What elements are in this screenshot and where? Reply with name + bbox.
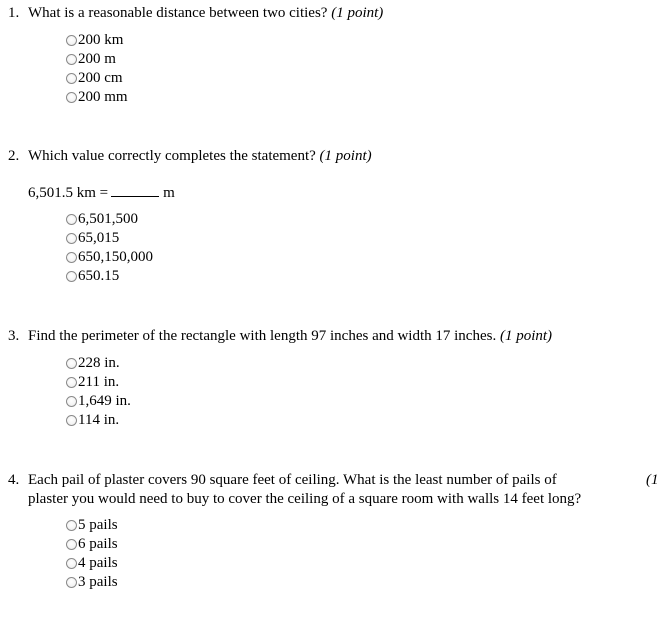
radio-button[interactable] <box>66 35 77 46</box>
question-text <box>28 4 383 22</box>
points-label: (1 point) <box>319 148 372 164</box>
option-label: 6 pails <box>78 536 118 552</box>
question-number: 4. <box>8 472 20 488</box>
question-prompt: Which value correctly completes the statement? <box>28 148 316 164</box>
radio-button[interactable] <box>66 271 77 282</box>
question-text-line-1: Each pail of plaster covers 90 square feet of ceiling. What is the least number of pails of <box>28 472 557 488</box>
answer-options <box>66 516 118 592</box>
answer-option <box>66 573 118 592</box>
fill-blank <box>111 182 159 197</box>
option-label: 200 mm <box>78 89 128 105</box>
radio-button[interactable] <box>66 577 77 588</box>
statement-unit: m <box>163 185 175 201</box>
question-text <box>28 327 552 345</box>
answer-option <box>66 554 118 573</box>
statement <box>28 182 175 202</box>
points-label: (1 point) <box>499 328 553 344</box>
option-label: 3 pails <box>78 574 118 590</box>
radio-button[interactable] <box>66 233 77 244</box>
option-label: 200 km <box>78 32 124 48</box>
radio-button[interactable] <box>66 377 77 388</box>
option-label: 114 in. <box>78 412 120 428</box>
question-number: 3. <box>8 328 20 344</box>
answer-options <box>66 354 131 430</box>
radio-button[interactable] <box>66 214 77 225</box>
answer-option <box>66 354 131 373</box>
answer-option <box>66 31 128 50</box>
radio-button[interactable] <box>66 92 77 103</box>
answer-option <box>66 373 131 392</box>
points-label: (1 point) <box>331 5 384 21</box>
answer-option <box>66 535 118 554</box>
answer-options <box>66 210 153 286</box>
answer-option <box>66 210 153 229</box>
radio-button[interactable] <box>66 558 77 569</box>
radio-button[interactable] <box>66 358 77 369</box>
option-label: 65,015 <box>78 230 120 246</box>
answer-option <box>66 88 128 107</box>
radio-button[interactable] <box>66 54 77 65</box>
radio-button[interactable] <box>66 396 77 407</box>
option-label: 1,649 in. <box>78 393 131 409</box>
radio-button[interactable] <box>66 252 77 263</box>
answer-option <box>66 267 153 286</box>
answer-options <box>66 31 128 107</box>
radio-button[interactable] <box>66 539 77 550</box>
option-label: 228 in. <box>78 355 120 371</box>
question-prompt: Find the perimeter of the rectangle with length 97 inches and width 17 inches. <box>28 328 497 344</box>
answer-option <box>66 392 131 411</box>
option-label: 200 m <box>78 51 116 67</box>
option-label: 6,501,500 <box>78 211 138 227</box>
points-label: (1 <box>646 472 659 488</box>
answer-option <box>66 411 131 430</box>
question-number: 1. <box>8 5 20 21</box>
option-label: 200 cm <box>78 70 123 86</box>
radio-button[interactable] <box>66 520 77 531</box>
question-text <box>28 147 372 165</box>
answer-option <box>66 248 153 267</box>
question-number: 2. <box>8 148 20 164</box>
option-label: 650.15 <box>78 268 120 284</box>
statement-left: 6,501.5 km = <box>28 185 109 201</box>
question-prompt: What is a reasonable distance between two cities? <box>28 5 328 21</box>
option-label: 211 in. <box>78 374 120 390</box>
answer-option <box>66 516 118 535</box>
answer-option <box>66 229 153 248</box>
option-label: 4 pails <box>78 555 118 571</box>
question-text-line-2: plaster you would need to buy to cover the ceiling of a square room with walls 14 feet long? <box>28 491 582 507</box>
answer-option <box>66 50 128 69</box>
option-label: 650,150,000 <box>78 249 153 265</box>
radio-button[interactable] <box>66 73 77 84</box>
option-label: 5 pails <box>78 517 118 533</box>
answer-option <box>66 69 128 88</box>
radio-button[interactable] <box>66 415 77 426</box>
